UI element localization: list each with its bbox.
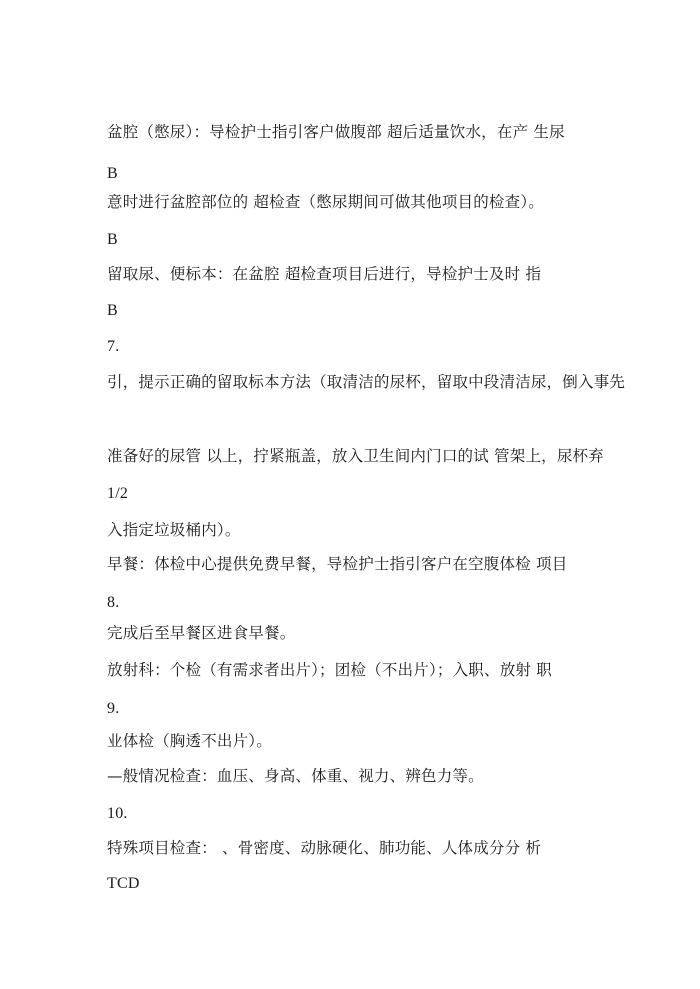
text-line: 7. <box>107 338 120 355</box>
text-line: 10. <box>107 805 128 822</box>
text-line: 放射科：个检（有需求者出片）；团检（不出片）；入职、放射 职 <box>107 661 552 679</box>
text-line: 留取尿、便标本：在盆腔 超检查项目后进行，导检护士及时 指 <box>107 265 542 283</box>
text-line: 意时进行盆腔部位的 超检查（憋尿期间可做其他项目的检查）。 <box>107 193 544 211</box>
text-line: 准备好的尿管 以上，拧紧瓶盖，放入卫生间内门口的试 管架上，尿杯弃 <box>107 447 604 465</box>
text-line: 业体检（胸透不出片）。 <box>107 732 272 750</box>
text-line: 早餐：体检中心提供免费早餐，导检护士指引客户在空腹体检 项目 <box>107 555 568 573</box>
text-line: TCD <box>107 875 140 892</box>
text-line: 入指定垃圾桶内）。 <box>107 521 241 539</box>
text-line: —般情况检查：血压、身高、体重、视力、辨色力等。 <box>107 767 484 785</box>
text-line: 9. <box>107 700 120 717</box>
text-line: 完成后至早餐区进食早餐。 <box>107 624 296 642</box>
text-line: B <box>107 302 118 319</box>
text-line: 特殊项目检查： 、骨密度、动脉硬化、肺功能、人体成分分 析 <box>107 839 542 857</box>
text-line: B <box>107 165 118 182</box>
text-line: B <box>107 231 118 248</box>
text-line: 8. <box>107 594 120 611</box>
text-line: 引，提示正确的留取标本方法（取清洁的尿杯，留取中段清洁尿，倒入事先 <box>107 373 626 391</box>
text-line: 盆腔（憋尿）：导检护士指引客户做腹部 超后适量饮水，在产 生尿 <box>107 123 565 141</box>
text-line: 1/2 <box>107 485 129 502</box>
